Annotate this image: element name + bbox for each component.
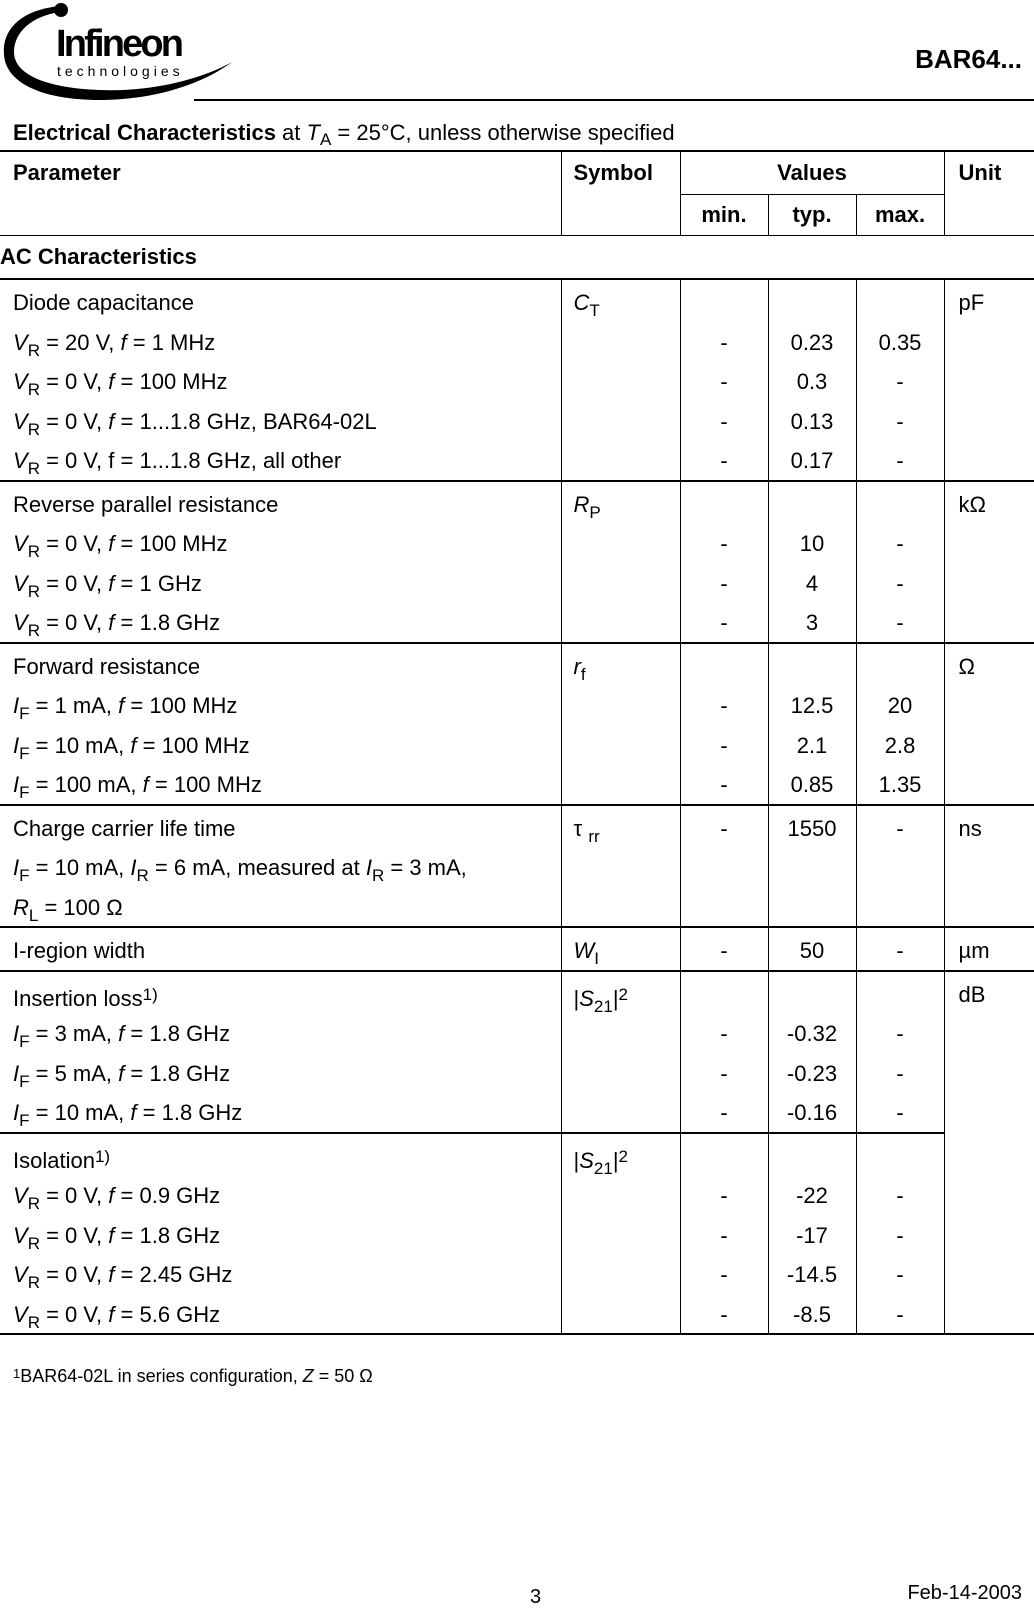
part-number: BAR64... [915,44,1022,74]
param-cell: Insertion loss$^{1)}$ $I_F = 3$ mA, f = 1.8 GHz $I_F = 5$ mA, f = 1.8 GHz $I_F = 10$ mA, f = 1.8 GHz [0,971,561,1133]
min-cell: - - - [680,643,768,805]
param-cell: Charge carrier life time $I_F = 10$ mA, $I_R = 6$ mA, measured at $I_R = 3$ mA, $R_L = 100$ Ω [0,805,561,928]
max-cell: - [856,927,944,971]
brand-name: Infineon [56,23,184,65]
group-i-region-width [0,927,1034,971]
param-cell: Diode capacitance $V_R = 20$ V, f = 1 MHz $V_R = 0$ V, f = 100 MHz $V_R = 0$ V, f = 1...1.8 GHz, BAR64-02L $V_R = 0$ V, f = 1...1.8 GHz, all other [0,279,561,481]
group-diode-capacitance [0,279,1034,481]
max-cell: 0.35 - - - [856,279,944,481]
param-cell: I-region width [0,927,561,971]
group-insertion-loss [0,971,1034,1133]
typ-cell: 1550 [768,805,856,928]
footnote: $^1$BAR64-02L in series configuration, Z = 50 Ω [13,1366,373,1386]
unit-cell: pF [944,279,1034,481]
unit-cell: µm [944,927,1034,971]
typ-cell: 12.5 2.1 0.85 [768,643,856,805]
header-unit: Unit [944,151,1034,236]
max-cell: - - - [856,481,944,643]
group-charge-carrier-life-time [0,805,1034,928]
group-reverse-parallel-resistance [0,481,1034,643]
typ-cell: 0.23 0.3 0.13 0.17 [768,279,856,481]
header-max: max. [856,195,944,236]
symbol-cell: $|S_{21}|^2$ [561,971,680,1133]
min-cell: - - - - [680,279,768,481]
max-cell: - - - - [856,1133,944,1335]
min-cell: - - - [680,481,768,643]
max-cell: 20 2.8 1.35 [856,643,944,805]
typ-cell: 50 [768,927,856,971]
header-rule [194,99,1034,101]
unit-cell: ns [944,805,1034,928]
param-cell: Reverse parallel resistance $V_R = 0$ V, f = 100 MHz $V_R = 0$ V, f = 1 GHz $V_R = 0$ V, f = 1.8 GHz [0,481,561,643]
section-ac-characteristics: AC Characteristics [0,236,1034,280]
param-cell: Forward resistance $I_F = 1$ mA, f = 100 MHz $I_F = 10$ mA, f = 100 MHz $I_F = 100$ mA, f = 100 MHz [0,643,561,805]
unit-cell: Ω [944,643,1034,805]
header-values: Values [680,151,944,195]
typ-cell: 10 4 3 [768,481,856,643]
header-min: min. [680,195,768,236]
symbol-cell: $W_I$ [561,927,680,971]
electrical-characteristics-table [0,150,1034,1335]
min-cell: - [680,927,768,971]
min-cell: - [680,805,768,928]
typ-cell: -22 -17 -14.5 -8.5 [768,1133,856,1335]
unit-cell: dB [944,971,1034,1335]
symbol-cell: τ $_{rr}$ [561,805,680,928]
header-symbol: Symbol [561,151,680,236]
max-cell: - - - [856,971,944,1133]
symbol-cell: $r_f$ [561,643,680,805]
unit-cell: kΩ [944,481,1034,643]
min-cell: - - - - [680,1133,768,1335]
header-parameter: Parameter [0,151,561,236]
group-isolation [0,1133,1034,1335]
min-cell: - - - [680,971,768,1133]
page-number: 3 [530,1586,542,1608]
param-cell: Isolation$^{1)}$ $V_R = 0$ V, f = 0.9 GHz $V_R = 0$ V, f = 1.8 GHz $V_R = 0$ V, f = 2.45 GHz $V_R = 0$ V, f = 5.6 GHz [0,1133,561,1335]
document-date: Feb-14-2003 [907,1582,1022,1604]
group-forward-resistance [0,643,1034,805]
typ-cell: -0.32 -0.23 -0.16 [768,971,856,1133]
infineon-logo [0,0,240,104]
brand-sub: technologies [57,63,184,79]
symbol-cell: $R_P$ [561,481,680,643]
symbol-cell: $|S_{21}|^2$ [561,1133,680,1335]
section-title: Electrical Characteristics at $T_A = 25^\circ C$, unless otherwise specified [13,120,675,149]
header-typ: typ. [768,195,856,236]
max-cell: - [856,805,944,928]
symbol-cell: $C_T$ [561,279,680,481]
